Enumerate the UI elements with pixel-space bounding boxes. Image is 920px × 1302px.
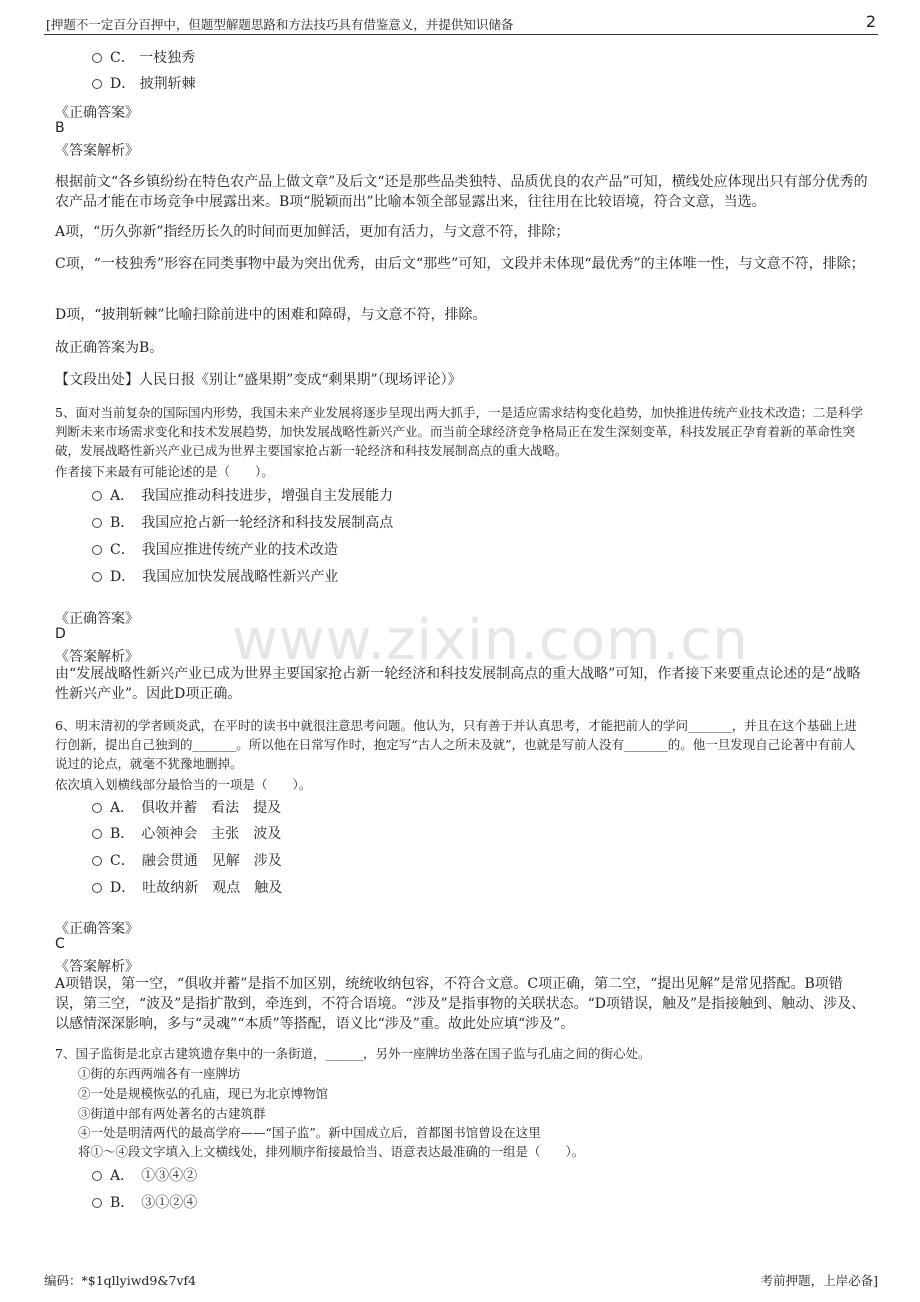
- watermark: www.zixin.com.cn: [232, 608, 749, 673]
- q7-item-2: ②一处是规模恢弘的孔庙，现已为北京博物馆: [78, 1086, 329, 1101]
- q6-option-d[interactable]: D． 吐故纳新 观点 触及: [92, 877, 282, 897]
- q6-answer: C: [55, 936, 65, 952]
- q4-analysis-para-5: 故正确答案为B。: [55, 340, 164, 356]
- q4-analysis-para-1: 根据前文“各乡镇纷纷在特色农产品上做文章”及后文“还是那些品类独特、品质优良的农产品”可知，横线处应体现出只有部分优秀的农产品才能在市场竞争中展露出来。B项“脱颖而出”比喻本领全部显露出来，往往用在比较语境，符合文意，当选。: [55, 174, 868, 210]
- radio-icon[interactable]: [92, 1171, 102, 1181]
- q6-answer-label: 《正确答案》: [55, 921, 139, 937]
- q5-option-a[interactable]: A． 我国应推动科技进步，增强自主发展能力: [92, 485, 393, 505]
- radio-icon[interactable]: [92, 1198, 102, 1208]
- footer-slogan: 考前押题，上岸必备]: [760, 1273, 878, 1288]
- q6-analysis: A项错误，第一空，“俱收并蓄”是指不加区别，统统收纳包容，不符合文意。C项正确，第二空，“提出见解”是常见搭配。B项错误，第三空，“波及”是指扩散到，牵连到，不符合语境。“涉及”是指事物的关联状态。“D项错误，触及”是指接触到、触动、涉及、以感情深深影响，多与“灵魂”“本质”等搭配，语义比“涉及”重。故此处应填“涉及”。: [55, 976, 866, 1032]
- q7-prompt: 将①～④段文字填入上文横线处，排列顺序衔接最恰当、语意表达最准确的一组是（ ）。: [78, 1144, 585, 1159]
- header-text: [押题不一定百分百押中，但题型解题思路和方法技巧具有借鉴意义，并提供知识储备: [46, 17, 514, 32]
- q5-stem: 5、面对当前复杂的国际国内形势，我国未来产业发展将逐步呈现出两大抓手，一是适应需求结构变化趋势，加快推进传统产业技术改造；二是科学判断未来市场需求变化和技术发展趋势，加快发展战略性新兴产业。而当前全球经济竞争格局正在发生深刻变革，科技发展正孕育着新的革命性突破，发展战略性新兴产业已成为世界主要国家抢占新一轮经济和科技发展制高点的重大战略。: [55, 405, 863, 458]
- q7-option-b[interactable]: B． ③①②④: [92, 1192, 197, 1212]
- q5-analysis-label: 《答案解析》: [55, 649, 139, 665]
- q7-item-3: ③街道中部有两处著名的古建筑群: [78, 1106, 266, 1121]
- radio-icon[interactable]: [92, 79, 102, 89]
- page-number: 2: [865, 12, 876, 31]
- q5-analysis: 由“发展战略性新兴产业已成为世界主要国家抢占新一轮经济和科技发展制高点的重大战略”可知，作者接下来要重点论述的是“战略性新兴产业”。因此D项正确。: [55, 666, 861, 702]
- q4-analysis-para-3: C项，“一枝独秀”形容在同类事物中最为突出优秀，由后文“那些”可知，文段并未体现“最优秀”的主体唯一性，与文意不符，排除；: [55, 256, 865, 272]
- q5-prompt: 作者接下来最有可能论述的是（ ）。: [55, 464, 274, 479]
- q5-option-d[interactable]: D． 我国应加快发展战略性新兴产业: [92, 566, 338, 586]
- page-header: [44, 12, 878, 35]
- q5-option-b[interactable]: B． 我国应抢占新一轮经济和科技发展制高点: [92, 512, 393, 532]
- q5-answer: D: [55, 626, 66, 642]
- q4-analysis-para-2: A项，“历久弥新”指经历长久的时间而更加鲜活，更加有活力，与文意不符，排除；: [55, 224, 570, 240]
- radio-icon[interactable]: [92, 572, 102, 582]
- radio-icon[interactable]: [92, 491, 102, 501]
- footer-code: 编码：*$1qllyiwd9&7vf4: [44, 1273, 197, 1288]
- q4-answer-label: 《正确答案》: [55, 105, 139, 121]
- q4-source: 【文段出处】人民日报《别让“盛果期”变成“剩果期”（现场评论）》: [55, 372, 462, 388]
- radio-icon[interactable]: [92, 803, 102, 813]
- radio-icon[interactable]: [92, 53, 102, 63]
- q6-prompt: 依次填入划横线部分最恰当的一项是（ ）。: [55, 777, 312, 792]
- q4-option-c[interactable]: C． 一枝独秀: [92, 47, 195, 67]
- q6-option-c[interactable]: C． 融会贯通 见解 涉及: [92, 850, 282, 870]
- q7-stem: 7、国子监街是北京古建筑遗存集中的一条街道，______，另外一座牌坊坐落在国子监与孔庙之间的街心处。: [55, 1046, 651, 1061]
- q4-option-d[interactable]: D． 披荆斩棘: [92, 73, 196, 93]
- radio-icon[interactable]: [92, 883, 102, 893]
- q5-answer-label: 《正确答案》: [55, 611, 139, 627]
- q4-answer: B: [55, 120, 65, 136]
- q5-option-c[interactable]: C． 我国应推进传统产业的技术改造: [92, 539, 338, 559]
- q7-item-1: ①街的东西两端各有一座牌坊: [78, 1066, 241, 1081]
- q6-option-b[interactable]: B． 心领神会 主张 波及: [92, 823, 281, 843]
- q6-option-a[interactable]: A． 俱收并蓄 看法 提及: [92, 797, 281, 817]
- radio-icon[interactable]: [92, 829, 102, 839]
- radio-icon[interactable]: [92, 545, 102, 555]
- q7-option-a[interactable]: A． ①③④②: [92, 1165, 197, 1185]
- radio-icon[interactable]: [92, 518, 102, 528]
- q4-analysis-para-4: D项，“披荆斩棘”比喻扫除前进中的困难和障碍，与文意不符，排除。: [55, 307, 487, 323]
- q4-analysis-label: 《答案解析》: [55, 143, 139, 159]
- radio-icon[interactable]: [92, 856, 102, 866]
- q7-item-4: ④一处是明清两代的最高学府——“国子监”。新中国成立后，首都图书馆曾设在这里: [78, 1125, 541, 1140]
- q6-stem: 6、明末清初的学者顾炎武，在平时的读书中就很注意思考问题。他认为，只有善于并认真思考，才能把前人的学问_______，并且在这个基础上进行创新，提出自己独到的_______。所以他在日常写作时，抱定写“古人之所未及就”，也就是写前人没有_______的。他一旦发现自己论著中有前人说过的论点，就毫不犹豫地删掉。: [55, 718, 857, 771]
- q6-analysis-label: 《答案解析》: [55, 959, 139, 975]
